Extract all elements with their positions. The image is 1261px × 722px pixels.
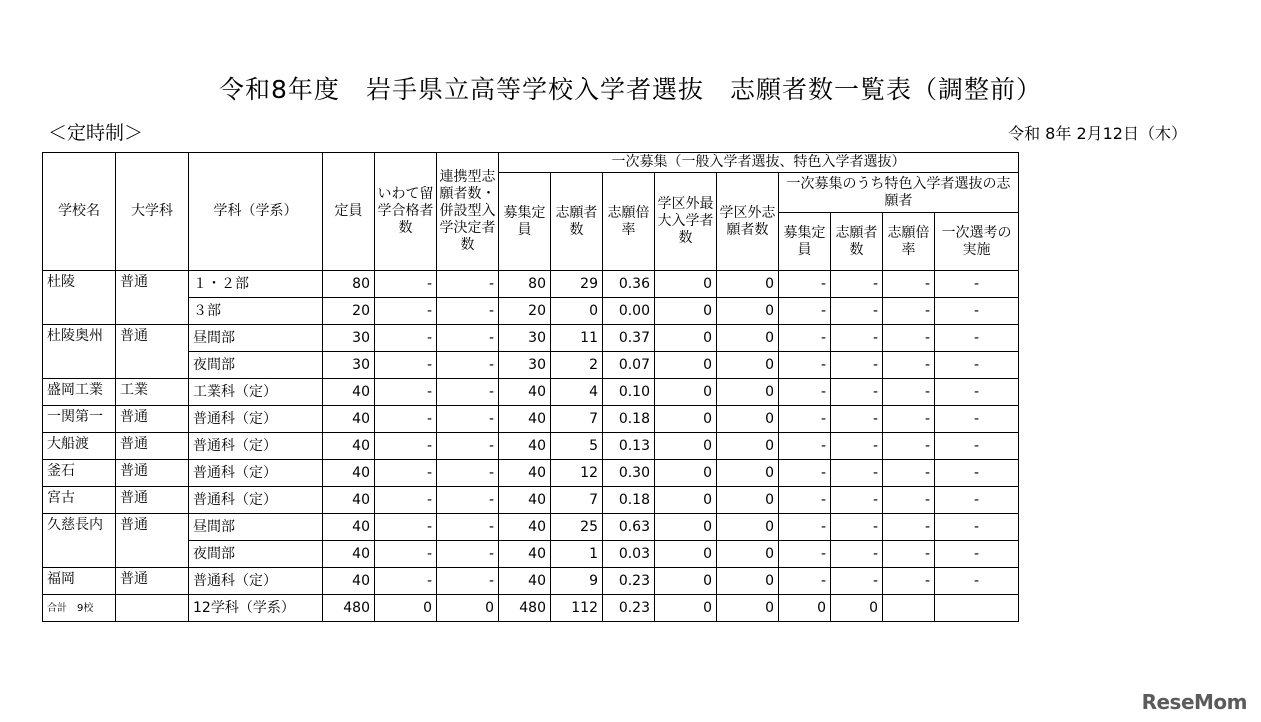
cell-outside-max: 0 [655,406,717,433]
total-ratio: 0.23 [603,595,655,622]
cell-school: 一関第一 [43,406,116,433]
cell-capacity: 40 [323,568,375,595]
cell-sp-ratio: - [883,514,935,541]
cell-dept: 昼間部 [189,514,323,541]
cell-dept: 工業科（定） [189,379,323,406]
cell-school: 福岡 [43,568,116,595]
cell-sp-applicants: - [831,379,883,406]
header-first-group: 一次募集（一般入学者選抜、特色入学者選抜） [499,153,1019,173]
cell-exam: - [935,487,1019,514]
table-row [43,433,1019,460]
cell-iwate: - [375,406,437,433]
cell-sp-recruit: - [779,325,831,352]
table-row [43,406,1019,433]
table-row [43,487,1019,514]
header-sp-recruit: 募集定員 [779,213,831,271]
cell-dept: 夜間部 [189,541,323,568]
cell-major: 普通 [116,433,189,460]
cell-sp-recruit: - [779,271,831,298]
cell-dept: ３部 [189,298,323,325]
total-capacity: 480 [323,595,375,622]
header-first-outside-max: 学区外最大入学者数 [655,173,717,271]
total-sp-recruit: 0 [779,595,831,622]
cell-dept: 普通科（定） [189,460,323,487]
cell-major: 普通 [116,568,189,595]
cell-major: 普通 [116,487,189,514]
cell-exam: - [935,433,1019,460]
cell-outside-app: 0 [717,433,779,460]
cell-sp-recruit: - [779,541,831,568]
cell-recruit: 20 [499,298,551,325]
cell-capacity: 20 [323,298,375,325]
cell-ratio: 0.10 [603,379,655,406]
cell-iwate: - [375,433,437,460]
header-exam: 一次選考の実施 [935,213,1019,271]
document-date: 令和 8年 2月12日（木） [1008,124,1187,143]
cell-applicants: 5 [551,433,603,460]
header-iwate: いわて留学合格者数 [375,153,437,271]
table-row [43,352,1019,379]
cell-ratio: 0.63 [603,514,655,541]
cell-sp-applicants: - [831,514,883,541]
cell-ratio: 0.37 [603,325,655,352]
header-first-recruit: 募集定員 [499,173,551,271]
cell-sp-applicants: - [831,568,883,595]
cell-exam: - [935,514,1019,541]
cell-major: 普通 [116,406,189,433]
total-recruit: 480 [499,595,551,622]
cell-sp-applicants: - [831,487,883,514]
header-first-applicants: 志願者数 [551,173,603,271]
resemom-logo: ReseMom [1141,690,1247,714]
total-row [43,595,1019,622]
cell-school: 宮古 [43,487,116,514]
cell-outside-max: 0 [655,514,717,541]
total-linked: 0 [437,595,499,622]
cell-sp-applicants: - [831,325,883,352]
cell-recruit: 80 [499,271,551,298]
table-row [43,379,1019,406]
cell-dept: 普通科（定） [189,433,323,460]
cell-linked: - [437,541,499,568]
cell-recruit: 40 [499,406,551,433]
cell-sp-ratio: - [883,487,935,514]
cell-capacity: 80 [323,271,375,298]
cell-ratio: 0.36 [603,271,655,298]
table-row [43,541,1019,568]
header-linked: 連携型志願者数・併設型入学決定者数 [437,153,499,271]
cell-exam: - [935,541,1019,568]
cell-iwate: - [375,487,437,514]
header-major: 大学科 [116,153,189,271]
table-row [43,568,1019,595]
table-row [43,271,1019,298]
header-first-ratio: 志願倍率 [603,173,655,271]
cell-linked: - [437,487,499,514]
total-major [116,595,189,622]
cell-outside-app: 0 [717,379,779,406]
cell-ratio: 0.18 [603,406,655,433]
cell-iwate: - [375,352,437,379]
cell-capacity: 40 [323,460,375,487]
cell-sp-recruit: - [779,379,831,406]
cell-applicants: 4 [551,379,603,406]
header-sp-applicants: 志願者数 [831,213,883,271]
cell-exam: - [935,298,1019,325]
total-outside-max: 0 [655,595,717,622]
cell-recruit: 40 [499,514,551,541]
cell-sp-recruit: - [779,514,831,541]
cell-capacity: 40 [323,379,375,406]
cell-sp-ratio: - [883,406,935,433]
cell-outside-app: 0 [717,325,779,352]
cell-outside-max: 0 [655,568,717,595]
cell-sp-applicants: - [831,271,883,298]
cell-sp-applicants: - [831,352,883,379]
cell-school: 盛岡工業 [43,379,116,406]
cell-sp-applicants: - [831,541,883,568]
cell-major: 普通 [116,271,189,325]
cell-linked: - [437,433,499,460]
cell-ratio: 0.07 [603,352,655,379]
cell-sp-recruit: - [779,352,831,379]
cell-outside-max: 0 [655,352,717,379]
cell-sp-applicants: - [831,433,883,460]
cell-recruit: 30 [499,352,551,379]
cell-exam: - [935,325,1019,352]
total-applicants: 112 [551,595,603,622]
cell-sp-ratio: - [883,298,935,325]
cell-applicants: 9 [551,568,603,595]
cell-recruit: 40 [499,568,551,595]
cell-outside-max: 0 [655,433,717,460]
cell-outside-app: 0 [717,514,779,541]
cell-linked: - [437,514,499,541]
cell-exam: - [935,460,1019,487]
cell-exam: - [935,352,1019,379]
cell-dept: 夜間部 [189,352,323,379]
cell-sp-ratio: - [883,433,935,460]
cell-sp-ratio: - [883,271,935,298]
cell-ratio: 0.00 [603,298,655,325]
cell-sp-ratio: - [883,568,935,595]
cell-major: 普通 [116,460,189,487]
cell-iwate: - [375,379,437,406]
cell-major: 普通 [116,325,189,379]
cell-applicants: 12 [551,460,603,487]
cell-applicants: 7 [551,487,603,514]
cell-outside-max: 0 [655,298,717,325]
cell-sp-recruit: - [779,460,831,487]
cell-linked: - [437,271,499,298]
cell-iwate: - [375,298,437,325]
header-sp-ratio: 志願倍率 [883,213,935,271]
header-first-outside-app: 学区外志願者数 [717,173,779,271]
cell-exam: - [935,568,1019,595]
total-sp-applicants: 0 [831,595,883,622]
cell-applicants: 7 [551,406,603,433]
cell-outside-app: 0 [717,352,779,379]
cell-applicants: 0 [551,298,603,325]
cell-major: 普通 [116,514,189,568]
cell-sp-ratio: - [883,460,935,487]
cell-school: 釜石 [43,460,116,487]
cell-sp-recruit: - [779,568,831,595]
document-title: 令和8年度 岩手県立高等学校入学者選抜 志願者数一覧表（調整前） [219,75,1042,104]
table-row [43,460,1019,487]
total-sp-ratio [883,595,935,622]
cell-sp-recruit: - [779,298,831,325]
cell-linked: - [437,460,499,487]
cell-dept: 普通科（定） [189,568,323,595]
cell-school: 大船渡 [43,433,116,460]
cell-linked: - [437,568,499,595]
cell-applicants: 11 [551,325,603,352]
total-outside-app: 0 [717,595,779,622]
cell-sp-ratio: - [883,541,935,568]
total-iwate: 0 [375,595,437,622]
cell-iwate: - [375,514,437,541]
cell-outside-max: 0 [655,460,717,487]
cell-recruit: 40 [499,487,551,514]
cell-school: 杜陵奥州 [43,325,116,379]
cell-linked: - [437,325,499,352]
cell-sp-ratio: - [883,352,935,379]
cell-linked: - [437,379,499,406]
cell-sp-recruit: - [779,406,831,433]
cell-applicants: 25 [551,514,603,541]
cell-major: 工業 [116,379,189,406]
table-row [43,514,1019,541]
cell-outside-max: 0 [655,379,717,406]
total-dept: 12学科（学系） [189,595,323,622]
cell-outside-max: 0 [655,271,717,298]
cell-exam: - [935,379,1019,406]
cell-outside-app: 0 [717,487,779,514]
cell-iwate: - [375,460,437,487]
cell-sp-ratio: - [883,325,935,352]
cell-exam: - [935,271,1019,298]
cell-sp-recruit: - [779,433,831,460]
cell-sp-recruit: - [779,487,831,514]
cell-ratio: 0.23 [603,568,655,595]
cell-ratio: 0.18 [603,487,655,514]
cell-dept: 昼間部 [189,325,323,352]
cell-applicants: 1 [551,541,603,568]
cell-outside-max: 0 [655,325,717,352]
cell-school: 久慈長内 [43,514,116,568]
cell-capacity: 40 [323,406,375,433]
header-dept: 学科（学系） [189,153,323,271]
cell-capacity: 30 [323,325,375,352]
cell-dept: 普通科（定） [189,487,323,514]
cell-capacity: 40 [323,514,375,541]
cell-capacity: 40 [323,433,375,460]
cell-ratio: 0.30 [603,460,655,487]
cell-sp-applicants: - [831,406,883,433]
cell-school: 杜陵 [43,271,116,325]
table-row [43,298,1019,325]
cell-outside-app: 0 [717,271,779,298]
cell-applicants: 29 [551,271,603,298]
cell-iwate: - [375,568,437,595]
cell-sp-applicants: - [831,298,883,325]
cell-recruit: 30 [499,325,551,352]
cell-dept: １・２部 [189,271,323,298]
cell-exam: - [935,406,1019,433]
cell-capacity: 30 [323,352,375,379]
cell-dept: 普通科（定） [189,406,323,433]
cell-outside-app: 0 [717,298,779,325]
cell-linked: - [437,406,499,433]
cell-capacity: 40 [323,487,375,514]
header-capacity: 定員 [323,153,375,271]
cell-sp-ratio: - [883,379,935,406]
cell-recruit: 40 [499,433,551,460]
cell-iwate: - [375,271,437,298]
cell-sp-applicants: - [831,460,883,487]
cell-outside-max: 0 [655,541,717,568]
cell-linked: - [437,352,499,379]
header-school: 学校名 [43,153,116,271]
total-exam [935,595,1019,622]
document-subtitle: ＜定時制＞ [48,122,144,144]
cell-linked: - [437,298,499,325]
table-row [43,325,1019,352]
cell-ratio: 0.13 [603,433,655,460]
cell-outside-app: 0 [717,568,779,595]
cell-outside-app: 0 [717,406,779,433]
cell-recruit: 40 [499,541,551,568]
cell-applicants: 2 [551,352,603,379]
applicants-table [42,152,1019,622]
total-label: 合計 9校 [43,595,116,622]
table-header [43,153,1019,271]
header-special-group: 一次募集のうち特色入学者選抜の志願者 [779,173,1019,213]
cell-outside-app: 0 [717,541,779,568]
cell-iwate: - [375,325,437,352]
cell-outside-app: 0 [717,460,779,487]
cell-recruit: 40 [499,379,551,406]
cell-capacity: 40 [323,541,375,568]
cell-iwate: - [375,541,437,568]
cell-outside-max: 0 [655,487,717,514]
table-body [43,271,1019,622]
cell-ratio: 0.03 [603,541,655,568]
cell-recruit: 40 [499,460,551,487]
